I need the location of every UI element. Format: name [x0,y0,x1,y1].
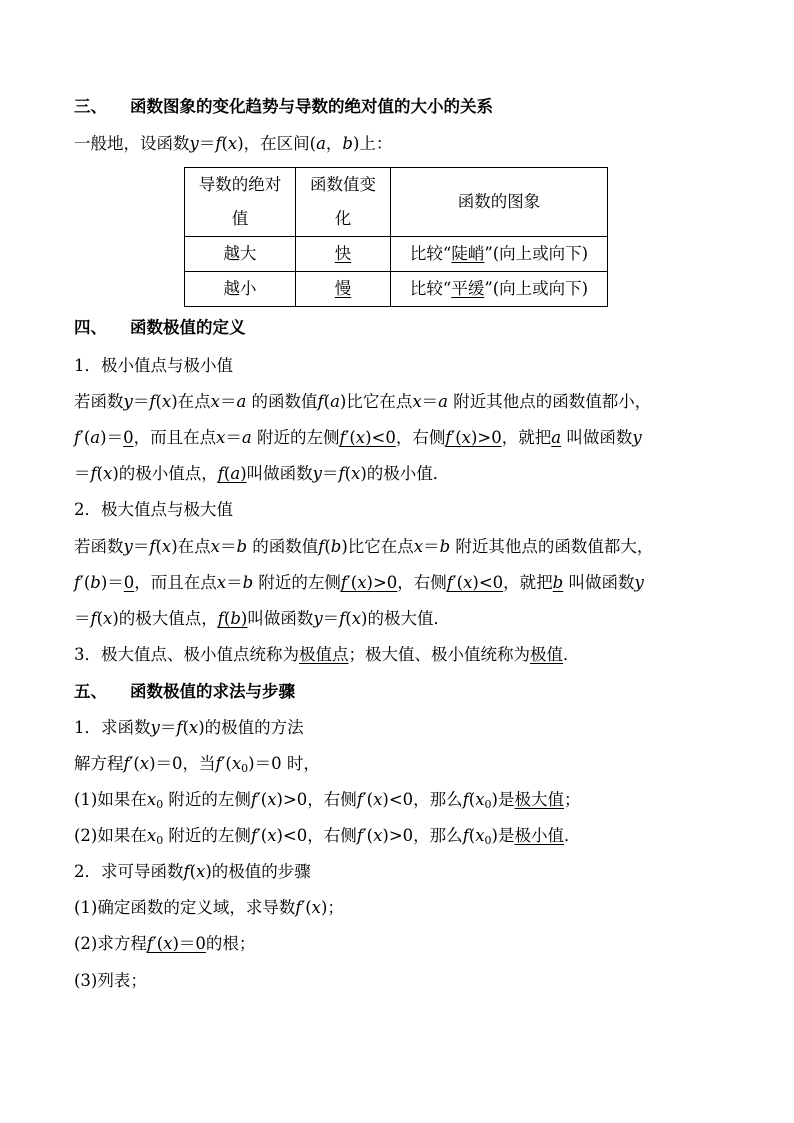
section-number: 三、 [74,97,107,116]
section-number: 五、 [74,682,107,701]
table-cell: 越小 [185,272,296,307]
section-number: 四、 [74,318,107,337]
paragraph-line: (3)列表； [74,971,147,990]
paragraph-line: 3．极大值点、极小值点统称为极值点；极大值、极小值统称为极值． [74,645,580,664]
paragraph-line: f′(a)＝0，而且在点x＝a 附近的左侧f′(x)<0，右侧f′(x)>0，就把a 叫做函数y [74,428,642,447]
paragraph-line: 解方程f′(x)＝0，当$f'(x_0)=0$ 时， [74,754,320,775]
table-row [185,168,608,237]
table-cell: 快 [296,237,391,272]
section-title: 函数图象的变化趋势与导数的绝对值的大小的关系 [130,97,493,116]
paragraph-line: (1)如果在$x_0$ 附近的左侧f′(x)>0，右侧f′(x)<0，那么$f(x_0)$是极大值； [74,790,581,811]
table-cell: 慢 [296,272,391,307]
table-cell: 比较“平缓”(向上或向下) [391,272,608,307]
section-title: 函数极值的求法与步骤 [130,682,295,701]
derivative-table [184,167,608,307]
paragraph-line: (1)确定函数的定义域，求导数f′(x)； [74,898,344,917]
section-3-heading [74,97,493,117]
subsection-title: 2．求可导函数f(x)的极值的步骤 [74,862,311,881]
subsection-title: 1．求函数y＝f(x)的极值的方法 [74,718,304,737]
table-header-graph: 函数的图象 [391,168,608,237]
table-header-change: 函数值变 化 [296,168,391,237]
paragraph-line: 若函数y＝f(x)在点x＝a 的函数值f(a)比它在点x＝a 附近其他点的函数值都小， [74,392,652,411]
paragraph-line: (2)求方程f′(x)＝0的根； [74,934,256,953]
table-cell: 比较“陡峭”(向上或向下) [391,237,608,272]
paragraph-line: (2)如果在$x_0$ 附近的左侧f′(x)<0，右侧f′(x)>0，那么$f(x_0)$是极小值． [74,826,581,847]
table-header-abs: 导数的绝对 值 [185,168,296,237]
subsection-title: 1．极小值点与极小值 [74,356,233,375]
paragraph-line: 若函数y＝f(x)在点x＝b 的函数值f(b)比它在点x＝b 附近其他点的函数值都大， [74,537,654,556]
table-row [185,237,608,272]
section-4-heading [74,318,246,338]
paragraph-line: f′(b)＝0，而且在点x＝b 附近的左侧f′(x)>0，右侧f′(x)<0，就把b 叫做函数y [74,573,644,592]
table-row [185,272,608,307]
section-5-heading [74,682,295,702]
paragraph-line: ＝f(x)的极小值点，f(a)叫做函数y＝f(x)的极小值． [74,464,450,483]
table-cell: 越大 [185,237,296,272]
paragraph-line: ＝f(x)的极大值点，f(b)叫做函数y＝f(x)的极大值． [74,609,450,628]
section-title: 函数极值的定义 [130,318,246,337]
subsection-title: 2．极大值点与极大值 [74,500,233,519]
section-3-intro: 一般地，设函数y＝f(x)，在区间(a，b)上： [74,134,393,153]
